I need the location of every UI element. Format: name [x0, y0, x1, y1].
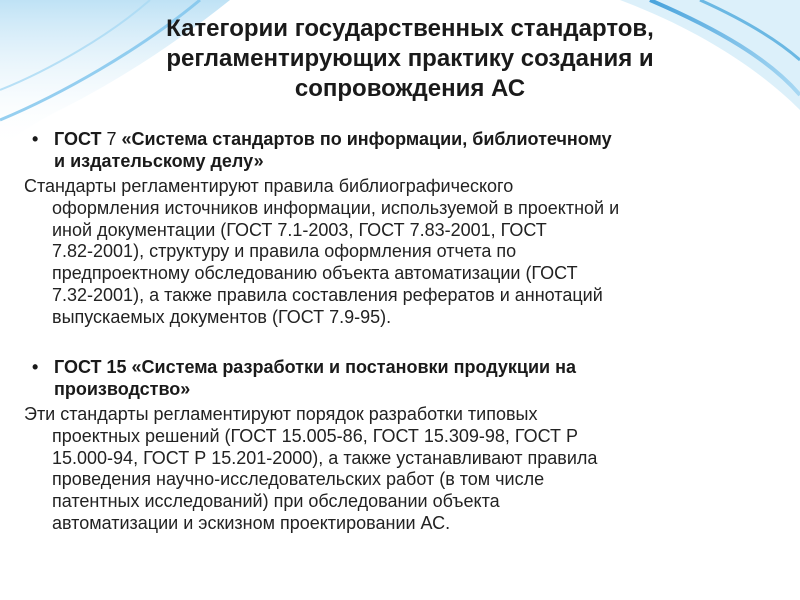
- body-line: Стандарты регламентируют правила библиографического: [24, 176, 514, 196]
- body-line: проектных решений (ГОСТ 15.005-86, ГОСТ 15.309-98, ГОСТ Р: [52, 425, 579, 446]
- body-line: выпускаемых документов (ГОСТ 7.9-95).: [52, 306, 392, 327]
- bullet-point: •: [32, 129, 39, 149]
- body-line: автоматизации и эскизном проектировании АС.: [52, 512, 451, 533]
- gost-code: ГОСТ 15: [54, 357, 127, 377]
- body-line: предпроектному обследованию объекта автоматизации (ГОСТ: [52, 263, 578, 284]
- body-line: 15.000-94, ГОСТ Р 15.201-2000), а также устанавливают правила: [52, 447, 598, 468]
- body-line: 7.32-2001), а также правила составления рефератов и аннотаций: [52, 284, 603, 305]
- heading-line: [32, 356, 777, 378]
- title-line: сопровождения АС: [294, 75, 526, 102]
- body-line: иной документации (ГОСТ 7.1-2003, ГОСТ 7.83-2001, ГОСТ: [52, 219, 547, 240]
- title-line: регламентирующих практику создания и: [166, 45, 654, 72]
- slide-title: [120, 14, 700, 104]
- heading-text: «Система разработки и постановки продукции на: [126, 357, 576, 377]
- heading-line: и издательскому делу»: [54, 151, 264, 171]
- section-heading-gost-15: [32, 356, 777, 400]
- body-line: 7.82-2001), структуру и правила оформления отчета по: [52, 241, 517, 262]
- heading-line: [32, 128, 777, 150]
- gost-number: 7: [101, 129, 117, 149]
- section-body-gost-15: [24, 404, 784, 535]
- bullet-point: •: [32, 357, 39, 377]
- heading-line: производство»: [54, 379, 191, 399]
- section-heading-gost-7: [32, 128, 777, 172]
- body-line: патентных исследований) при обследовании объекта: [52, 491, 500, 512]
- gost-code: ГОСТ: [54, 129, 102, 149]
- body-line: Эти стандарты регламентируют порядок разработки типовых: [24, 404, 538, 424]
- body-line: проведения научно-исследовательских работ (в том числе: [52, 469, 545, 490]
- section-body-gost-7: [24, 176, 784, 329]
- body-line: оформления источников информации, используемой в проектной и: [52, 197, 620, 218]
- title-line: Категории государственных стандартов,: [166, 15, 654, 42]
- heading-text: «Система стандартов по информации, библиотечному: [116, 129, 612, 149]
